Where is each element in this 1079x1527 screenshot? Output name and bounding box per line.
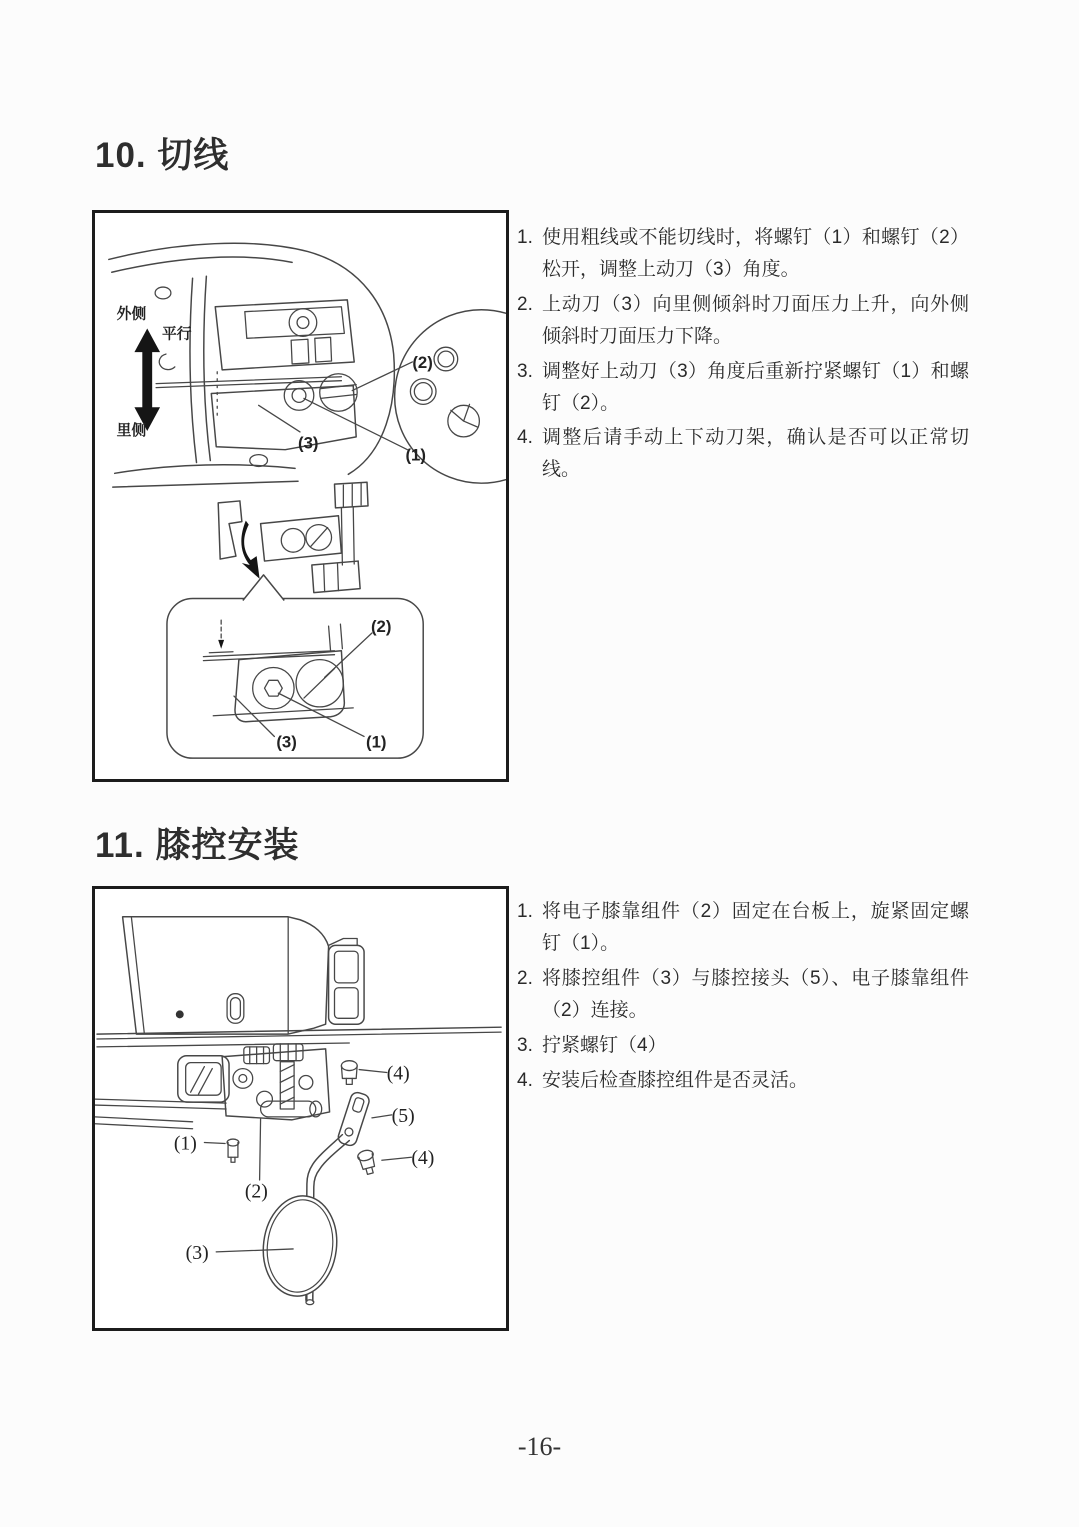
section-11-steps — [517, 896, 969, 1099]
callout-3-label: (3) — [185, 1241, 209, 1264]
step-text: 调整好上动刀（3）角度后重新拧紧螺钉（1）和螺钉（2）。 — [542, 360, 969, 414]
screw-1 — [284, 381, 314, 411]
inset-callout-2-label: (2) — [370, 617, 392, 637]
step-item — [517, 356, 969, 420]
step-number: 1. — [517, 227, 533, 248]
inset-callout-3-label: (3) — [276, 732, 297, 752]
step-text: 调整后请手动上下动刀架，确认是否可以正常切线。 — [542, 427, 969, 481]
knee-control-connector — [337, 1091, 371, 1147]
section-10-title: 10. 切线 — [95, 136, 230, 175]
callout-2-label: (2) — [244, 1180, 268, 1203]
rotate-arrow-icon — [241, 521, 259, 579]
step-number: 4. — [517, 1069, 533, 1091]
step-item — [517, 1030, 969, 1062]
callout-3-label: (3) — [298, 433, 319, 453]
outer-side-label: 外侧 — [116, 306, 147, 323]
step-number: 3. — [517, 1034, 533, 1056]
callout-2-label: (2) — [412, 352, 433, 372]
step-text: 将膝控组件（3）与膝控接头（5）、电子膝靠组件（2）连接。 — [542, 967, 969, 1021]
step-number: 4. — [517, 427, 533, 449]
machine-body — [123, 917, 329, 1034]
section-11-title: 11. 膝控安装 — [95, 826, 300, 865]
step-text: 拧紧螺钉（4） — [542, 1034, 667, 1056]
knee-control-diagram — [95, 889, 506, 1328]
callout-4-bottom-label: (4) — [411, 1147, 435, 1170]
step-item — [517, 422, 969, 486]
step-number: 2. — [517, 967, 533, 989]
upper-knife-edge — [156, 377, 341, 388]
callout-1-label: (1) — [173, 1132, 197, 1155]
screw-4-top — [341, 1061, 357, 1085]
step-item — [517, 289, 969, 353]
callout-4-top-label: (4) — [386, 1062, 410, 1085]
figure-knee-control — [92, 886, 509, 1331]
parallel-label: 平行 — [162, 326, 192, 343]
figure-thread-trimming — [92, 210, 509, 782]
inset-callout-1-label: (1) — [366, 732, 387, 752]
step-item — [517, 963, 969, 1027]
step-number: 1. — [517, 901, 533, 922]
step-number: 2. — [517, 293, 533, 315]
knife-bracket — [218, 501, 242, 559]
section-10-steps — [517, 222, 969, 489]
step-text: 安装后检查膝控组件是否灵活。 — [542, 1069, 809, 1091]
knee-press-assembly — [222, 1049, 329, 1120]
callout-5-label: (5) — [391, 1104, 415, 1127]
double-arrow-icon — [134, 328, 160, 431]
knife-holder-plate — [215, 300, 354, 370]
step-item — [517, 1065, 969, 1097]
screw-4-bottom — [357, 1149, 378, 1176]
callout-1-label: (1) — [405, 445, 426, 465]
knee-pad — [258, 1192, 343, 1301]
screw-2 — [320, 374, 357, 411]
step-text: 使用粗线或不能切线时，将螺钉（1）和螺钉（2）松开，调整上动刀（3）角度。 — [542, 227, 969, 280]
page-number: -16- — [517, 1432, 562, 1461]
step-item — [517, 896, 969, 960]
step-text: 上动刀（3）向里侧倾斜时刀面压力上升，向外侧倾斜时刀面压力下降。 — [542, 293, 969, 347]
thread-trimming-diagram — [95, 213, 506, 779]
step-number: 3. — [517, 360, 533, 382]
screw-1 — [227, 1139, 239, 1162]
step-text: 将电子膝靠组件（2）固定在台板上，旋紧固定螺钉（1）。 — [542, 901, 969, 954]
inner-side-label: 里侧 — [116, 422, 147, 439]
step-item — [517, 222, 969, 286]
